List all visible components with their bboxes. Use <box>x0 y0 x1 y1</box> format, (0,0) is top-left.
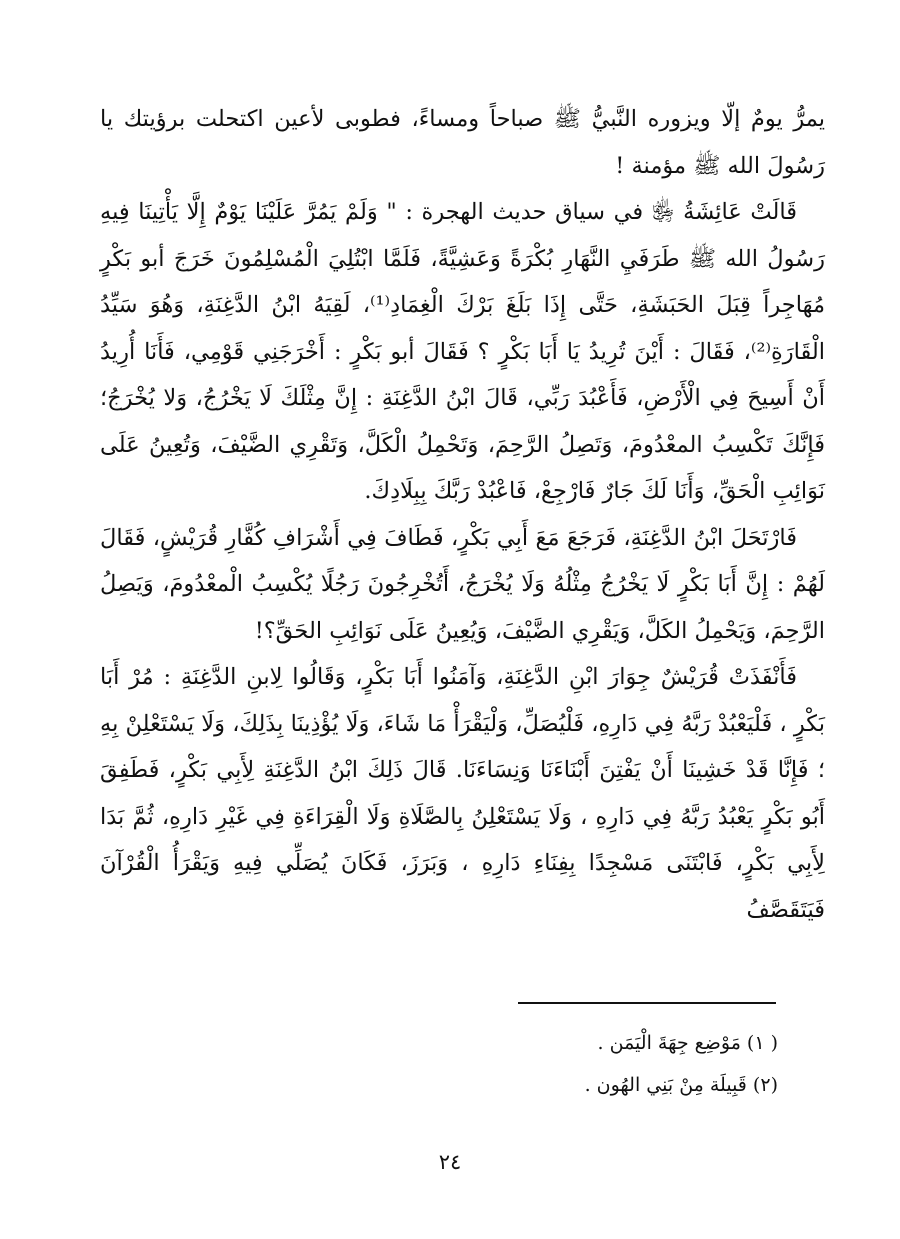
main-text <box>100 96 825 933</box>
page-number: ٢٤ <box>438 1150 462 1174</box>
paragraph-2: قَالَتْ عَائِشَةُ ﵂ في سياق حديث الهجرة : " وَلَمْ يَمُرَّ عَلَيْنَا يَوْمٌ إِلَّا يَأْتِينَا فِيهِ رَسُولُ الله ﷺ طَرَفَيِ النَّهَارِ بُكْرَةً وَعَشِيَّةً، فَلَمَّا ابْتُلِيَ الْمُسْلِمُونَ خَرَجَ أبو بَكْرٍ مُهَاجِراً قِبَلَ الحَبَشَةِ، حَتَّى إِذَا بَلَغَ بَرْكَ الْغِمَادِ⁽¹⁾، لَقِيَهُ ابْنُ الدَّغِنَةِ، وَهُوَ سَيِّدُ الْقَارَةِ⁽²⁾، فَقَالَ : أَيْنَ تُرِيدُ يَا أَبَا بَكْرٍ ؟ فَقَالَ أبو بَكْرٍ : أَخْرَجَنِي قَوْمِي، فَأَنَا أُرِيدُ أَنْ أَسِيحَ فِي الْأَرْضِ، فَأَعْبُدَ رَبِّي، قَالَ ابْنُ الدَّغِنَةِ : إِنَّ مِثْلَكَ لَا يَخْرُجُ، وَلا يُخْرَجُ؛ فَإِنَّكَ تَكْسِبُ المعْدُومَ، وَتَصِلُ الرَّحِمَ، وَتَحْمِلُ الْكَلَّ، وَتَقْرِي الضَّيْفَ، وَتُعِينُ عَلَى نَوَائِبِ الْحَقِّ، وَأَنَا لَكَ جَارٌ فَارْجِعْ، فَاعْبُدْ رَبَّكَ بِبِلَادِكَ. <box>100 199 825 504</box>
footnote-1: ( ١) مَوْضِع جِهَةَ الْيَمَن . <box>597 1032 778 1054</box>
footnote-2: (٢) قَبِيلَة مِنْ بَنِي الهُون . <box>584 1074 778 1096</box>
paragraph-3: فَارْتَحَلَ ابْنُ الدَّغِنَةِ، فَرَجَعَ مَعَ أَبِي بَكْرٍ، فَطَافَ فِي أَشْرَافِ كُفَّارِ قُرَيْشٍ، فَقَالَ لَهُمْ : إِنَّ أَبَا بَكْرٍ لَا يَخْرُجُ مِثْلُهُ وَلَا يُخْرَجُ، أَتُخْرِجُونَ رَجُلًا يُكْسِبُ الْمعْدُومَ، وَيَصِلُ الرَّحِمَ، وَيَحْمِلُ الكَلَّ، وَيَقْرِي الضَّيْفَ، وَيُعِينُ عَلَى نَوَائِبِ الحَقِّ؟! <box>100 524 825 644</box>
paragraph-1: يمرُّ يومٌ إلّا ويزوره النَّبيُّ ﷺ صباحاً ومساءً، فطوبى لأعين اكتحلت برؤيتك يا رَسُولَ الله ﷺ مؤمنة ! <box>100 106 825 179</box>
paragraph-4: فَأَنْفَذَتْ قُرَيْشٌ جِوَارَ ابْنِ الدَّغِنَةِ، وَآمَنُوا أَبَا بَكْرٍ، وَقَالُوا لِابنِ الدَّغِنَةِ : مُرْ أَبَا بَكْرٍ ، فَلْيَعْبُدْ رَبَّهُ فِي دَارِهِ، فَلْيُصَلِّ، وَلْيَقْرَأْ مَا شَاءَ، وَلَا يُؤْذِينَا بِذَلِكَ، وَلَا يَسْتَعْلِنْ بِهِ ؛ فَإِنَّا قَدْ خَشِينَا أَنْ يَفْتِنَ أَبْنَاءَنَا وَنِسَاءَنَا. قَالَ ذَلِكَ ابْنُ الدَّغِنَةِ لِأَبِي بَكْرٍ، فَطَفِقَ أَبُو بَكْرٍ يَعْبُدُ رَبَّهُ فِي دَارِهِ ، وَلَا يَسْتَعْلِنُ بِالصَّلَاةِ وَلَا الْقِرَاءَةِ فِي غَيْرِ دَارِهِ، ثُمَّ بَدَا لِأَبِي بَكْرٍ، فَابْتَنَى مَسْجِدًا بِفِنَاءِ دَارِهِ ، وَبَرَزَ، فَكَانَ يُصَلِّي فِيهِ وَيَقْرَأُ الْقُرْآنَ فَيَتَقَصَّفُ <box>100 664 825 923</box>
footnotes <box>400 1022 778 1106</box>
footnote-divider <box>518 1002 776 1004</box>
